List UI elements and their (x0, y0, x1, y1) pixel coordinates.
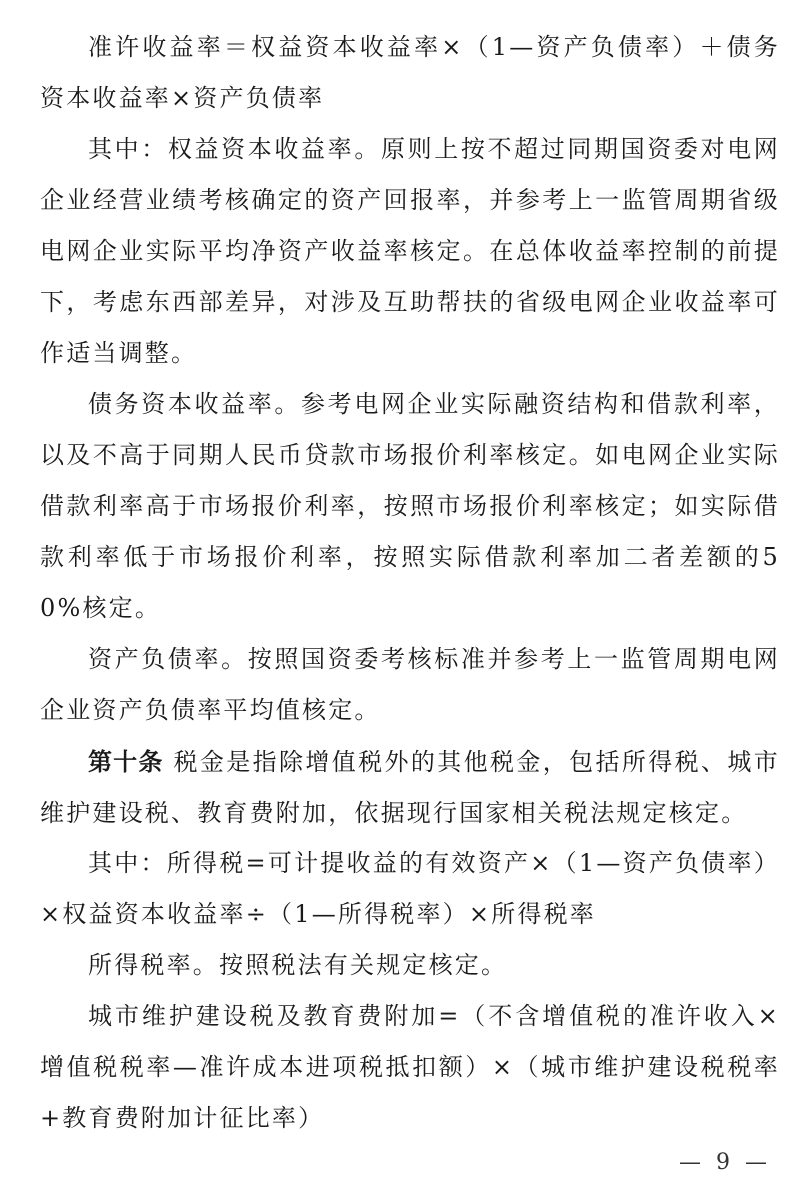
paragraph-equity-capital-return: 其中：权益资本收益率。原则上按不超过同期国资委对电网企业经营业绩考核确定的资产回报率，并参考上一监管周期省级电网企业实际平均净资产收益率核定。在总体收益率控制的前提下，考虑东西部差异，对涉及互助帮扶的省级电网企业收益率可作适当调整。 (40, 135, 780, 367)
formula-paragraph-allowed-return-rate: 准许收益率＝权益资本收益率×（1—资产负债率）＋债务资本收益率×资产负债率 (40, 33, 780, 112)
paragraph-debt-capital-return: 债务资本收益率。参考电网企业实际融资结构和借款利率，以及不高于同期人民币贷款市场报价利率核定。如电网企业实际借款利率高于市场报价利率，按照市场报价利率核定；如实际借款利率低于市场报价利率，按照实际借款利率加二者差额的50%核定。 (40, 390, 780, 622)
paragraph-asset-liability-ratio: 资产负债率。按照国资委考核标准并参考上一监管周期电网企业资产负债率平均值核定。 (40, 645, 780, 724)
paragraph-article-ten (40, 736, 780, 839)
paragraph-income-tax-rate: 所得税率。按照税法有关规定核定。 (88, 951, 508, 979)
formula-paragraph-urban-construction-tax: 城市维护建设税及教育费附加=（不含增值税的准许收入×增值税税率—准许成本进项税抵扣额）×（城市维护建设税税率+教育费附加计征比率） (40, 1002, 780, 1132)
article-ten-text: 税金是指除增值税外的其他税金，包括所得税、城市维护建设税、教育费附加，依据现行国家相关税法规定核定。 (40, 748, 780, 827)
article-label: 第十条 (88, 747, 164, 776)
formula-paragraph-income-tax: 其中：所得税=可计提收益的有效资产×（1—资产负债率）×权益资本收益率÷（1—所得税率）×所得税率 (40, 849, 780, 928)
page-number: — 9 — (679, 1150, 771, 1175)
